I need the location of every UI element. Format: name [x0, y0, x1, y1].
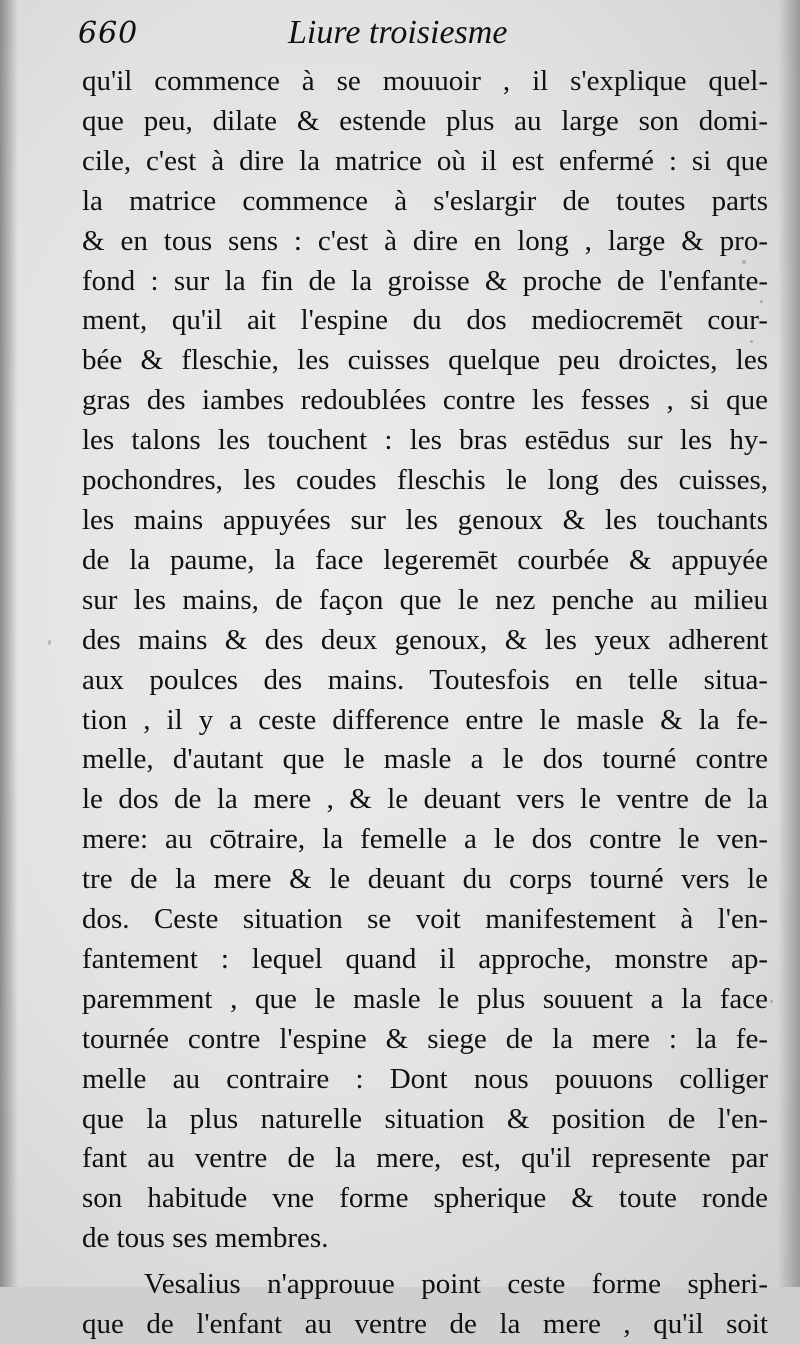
page-edge-shadow-left [0, 0, 18, 1287]
text-line: les talons les touchent : les bras estēdus sur les hy- [82, 424, 768, 457]
text-line-paragraph-end: de tous ses membres. [82, 1222, 329, 1255]
text-line: que peu, dilate & estende plus au large son domi- [82, 104, 768, 137]
text-line: dos. Ceste situation se voit manifestement à l'en- [82, 903, 768, 936]
paper-speck [48, 640, 51, 645]
page-number: 660 [78, 16, 139, 51]
paper-speck [750, 340, 753, 343]
paper-speck [742, 260, 746, 264]
text-line: tournée contre l'espine & siege de la mere : la fe- [82, 1022, 768, 1055]
text-line: ment, qu'il ait l'espine du dos mediocremēt cour- [82, 304, 768, 337]
text-line: la matrice commence à s'eslargir de toutes parts [82, 184, 768, 217]
text-line: bée & fleschie, les cuisses quelque peu droictes, les [82, 344, 768, 377]
text-line: mere: au cōtraire, la femelle a le dos contre le ven- [82, 823, 768, 856]
text-line: aux poulces des mains. Toutesfois en telle situa- [82, 663, 768, 696]
text-line: fant au ventre de la mere, est, qu'il represente par [82, 1142, 768, 1175]
text-line: cile, c'est à dire la matrice où il est enfermé : si que [82, 144, 768, 177]
text-line: paremment , que le masle le plus souuent a la face [82, 982, 768, 1015]
text-line: sur les mains, de façon que le nez penche au milieu [82, 583, 768, 616]
text-line: melle, d'autant que le masle a le dos tourné contre [82, 743, 768, 776]
paper-speck [760, 300, 763, 303]
text-line: & en tous sens : c'est à dire en long , large & pro- [82, 224, 768, 257]
running-head: Liure troisiesme [288, 14, 508, 51]
text-line: que la plus naturelle situation & position de l'en- [82, 1102, 768, 1135]
text-line: qu'il commence à se mouuoir , il s'explique quel- [82, 65, 768, 97]
paper-speck [770, 1000, 773, 1003]
page-header [78, 14, 768, 58]
text-line: les mains appuyées sur les genoux & les touchants [82, 503, 768, 536]
text-line: des mains & des deux genoux, & les yeux adherent [82, 623, 768, 656]
text-line: tre de la mere & le deuant du corps tourné vers le [82, 863, 768, 896]
text-line: de la paume, la face legeremēt courbée & appuyée [82, 543, 768, 576]
text-line: gras des iambes redoublées contre les fesses , si que [82, 384, 768, 417]
text-line: tion , il y a ceste difference entre le masle & la fe- [82, 703, 768, 736]
text-line: son habitude vne forme spherique & toute ronde [82, 1182, 768, 1215]
text-line-paragraph-start: Vesalius n'approuue point ceste forme spheri- [144, 1268, 768, 1301]
text-line: pochondres, les coudes fleschis le long des cuisses, [82, 464, 768, 497]
text-line: que de l'enfant au ventre de la mere , qu'il soit [82, 1308, 768, 1341]
text-line: le dos de la mere , & le deuant vers le ventre de la [82, 783, 768, 816]
text-line: melle au contraire : Dont nous pouuons colliger [82, 1062, 768, 1095]
text-line: fantement : lequel quand il approche, monstre ap- [82, 942, 768, 975]
text-line: fond : sur la fin de la groisse & proche de l'enfante- [82, 264, 768, 297]
body-text [82, 62, 768, 1345]
page-edge-shadow-right [778, 0, 800, 1287]
